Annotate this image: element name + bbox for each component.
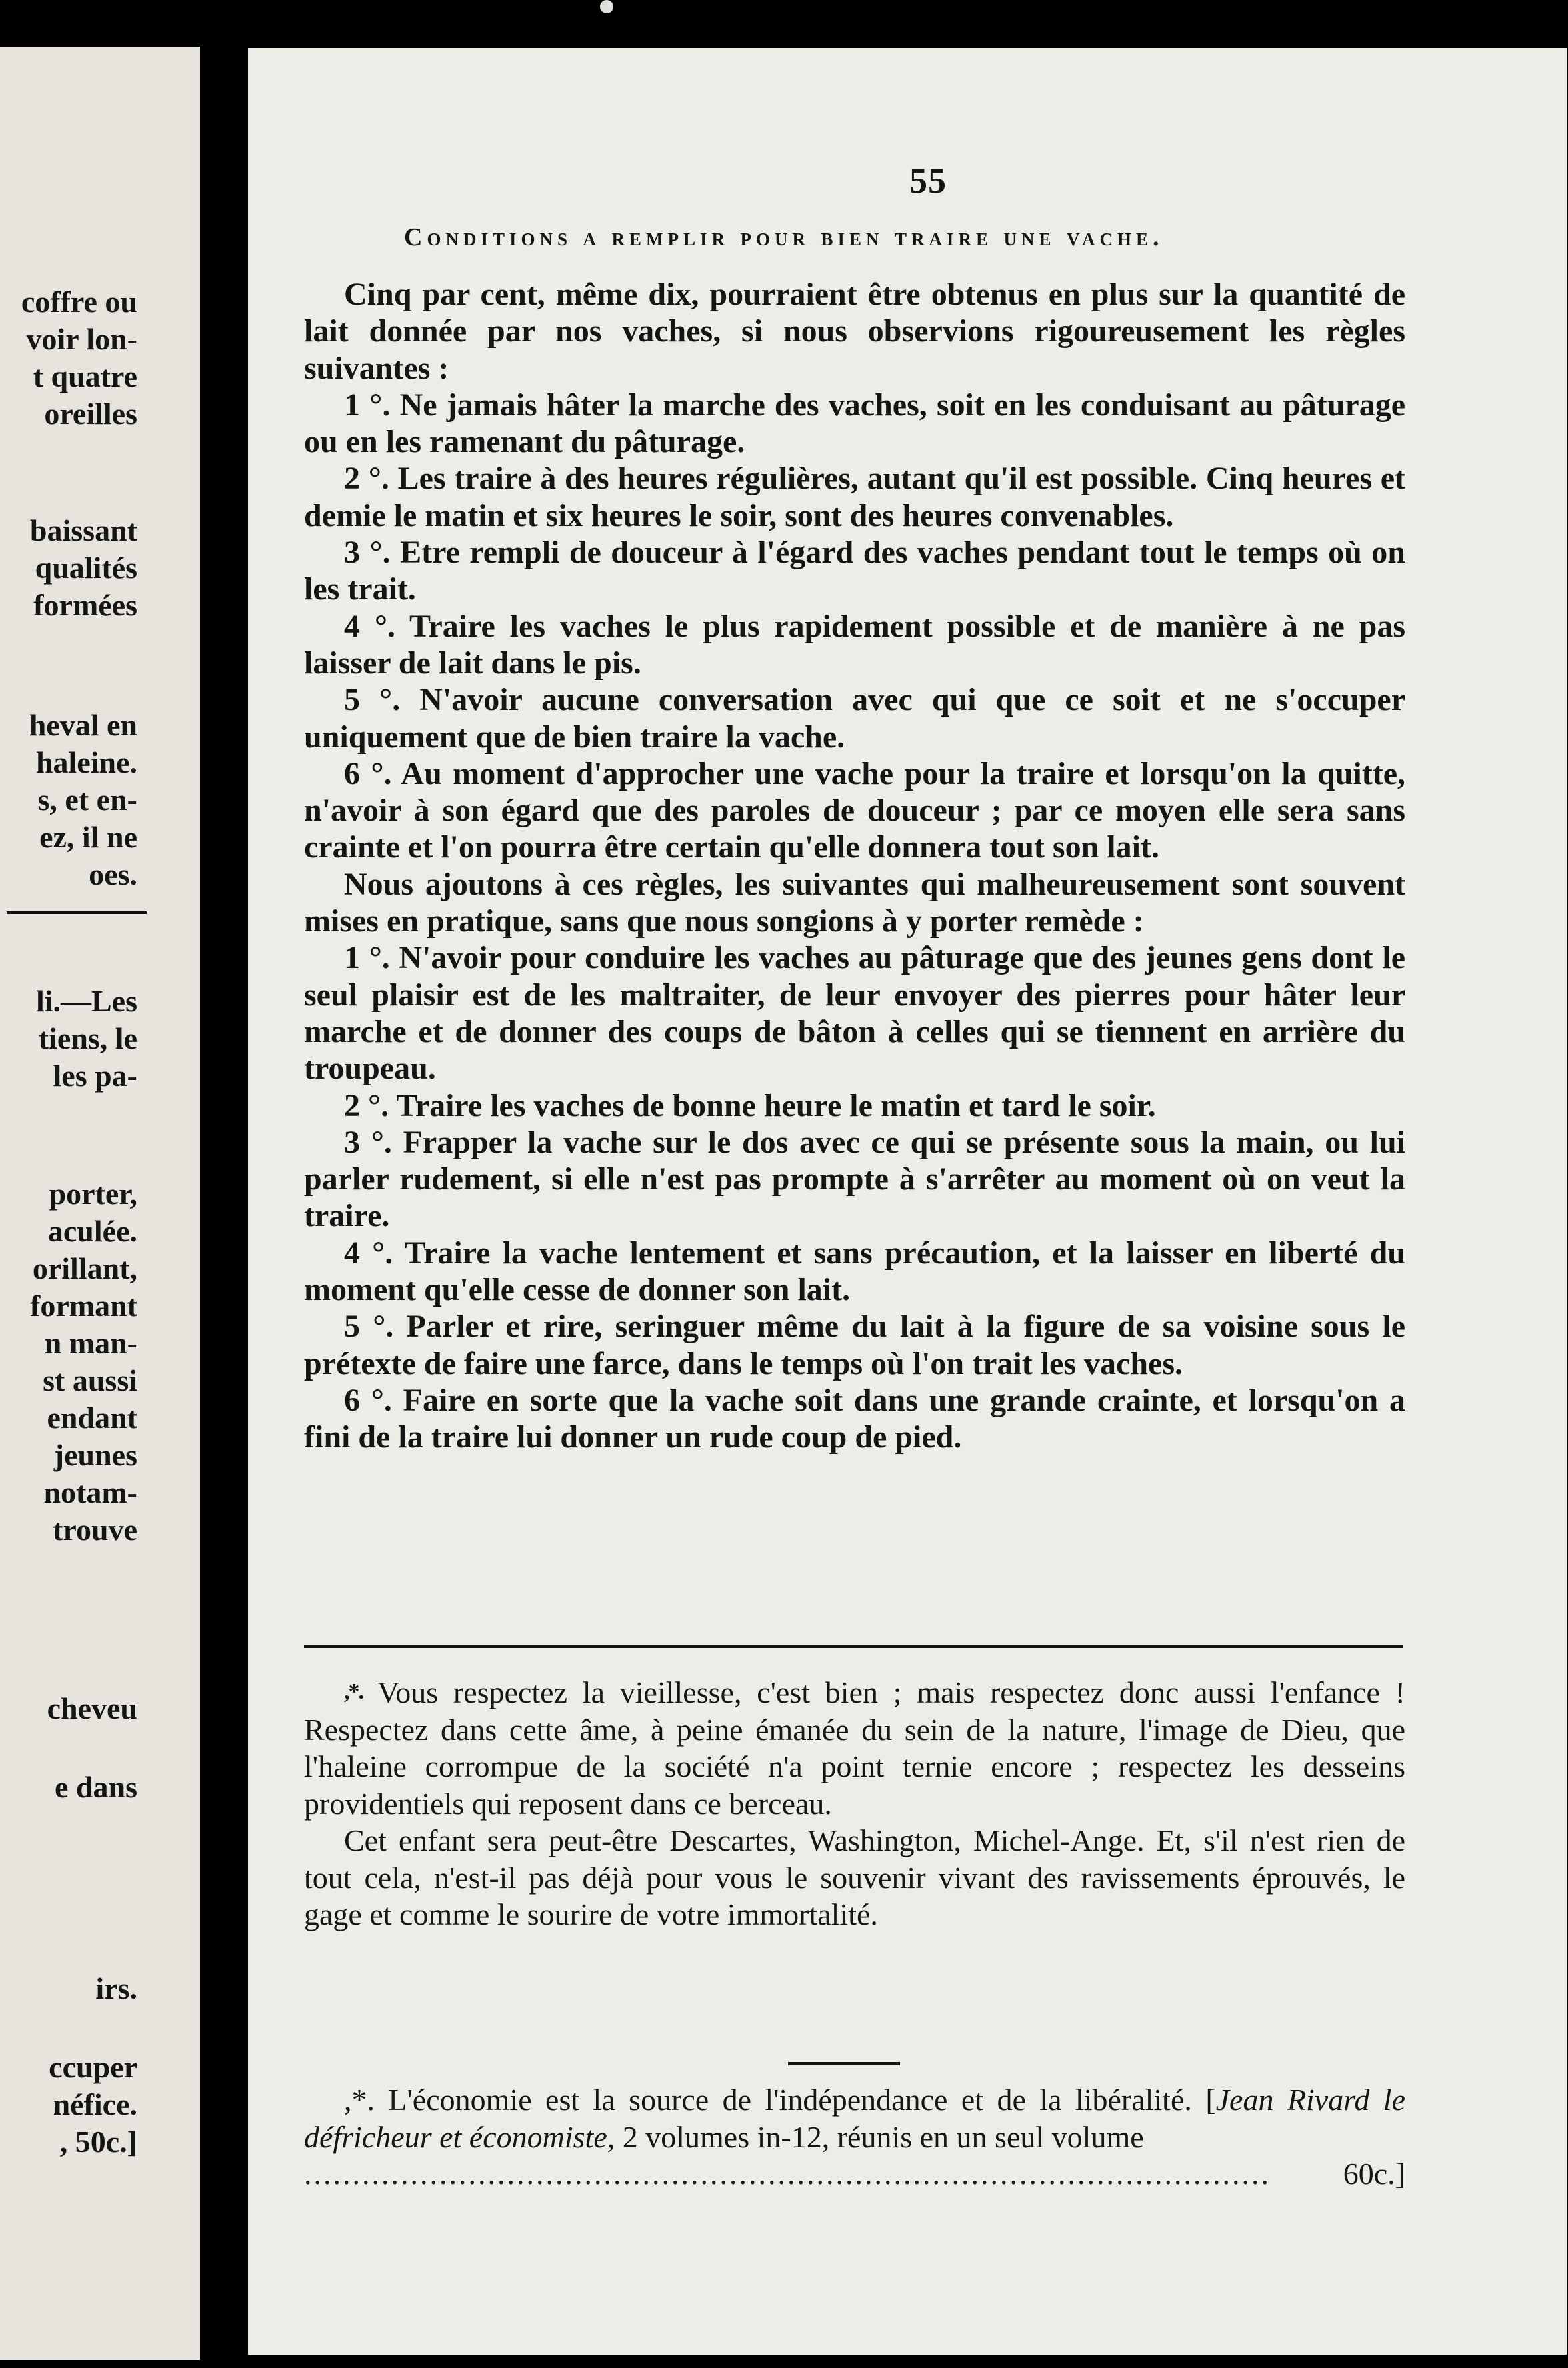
left-page-line: endant (47, 1401, 137, 1435)
note-paragraph: Cet enfant sera peut-être Descartes, Washington, Michel-Ange. Et, s'il n'est rien de tout cela, n'est-il pas déjà pour vous le souvenir vivant des ravissements éprouvés, le gage et comme le sourire de votre immortalité. (304, 1823, 1405, 1931)
left-page-line: aculée. (47, 1214, 137, 1248)
note-text: Vous respectez la vieillesse, c'est bien ; mais respectez donc aussi l'enfance ! Respectez dans cette âme, à peine émanée du sein de la nature, l'image de Dieu, que l'haleine corrompue de la société n'a point ternie encore ; respectez les desseins providentiels qui reposent dans ce berceau. (304, 1675, 1405, 1821)
rule-item: 6 °. Au moment d'approcher une vache pour la traire et lorsqu'on la quitte, n'avoir à son égard que des paroles de douceur ; par ce moyen elle sera sans crainte et l'on pourra être certain qu'elle donnera tout son lait. (304, 755, 1405, 865)
left-page-line: ez, il ne (39, 820, 137, 854)
note-block (304, 1673, 1405, 1933)
left-page-line: baissant (29, 513, 137, 547)
left-page-line: cheveu (47, 1691, 137, 1725)
left-page-line: formant (30, 1289, 137, 1323)
left-page-line: , 50c.] (59, 2125, 137, 2159)
left-facing-page (0, 47, 200, 2360)
bad-practice-item: 1 °. N'avoir pour conduire les vaches au pâturage que des jeunes gens dont le seul plaisir est de les maltraiter, de leur envoyer des pierres pour hâter leur marche et de donner des coups de bâton à celles qui se tiennent en arrière du troupeau. (304, 940, 1405, 1087)
section-divider (304, 1645, 1403, 1648)
left-page-line: formées (33, 588, 137, 622)
paper-speck (600, 0, 613, 13)
rule-item: 4 °. Traire les vaches le plus rapidement possible et de manière à ne pas laisser de lait dans le pis. (304, 608, 1405, 681)
section-heading: Conditions a remplir pour bien traire une vache. (404, 223, 1164, 251)
rule-item: 1 °. Ne jamais hâter la marche des vaches, soit en les conduisant au pâturage ou en les ramenant du pâturage. (304, 387, 1405, 460)
intro-paragraph: Cinq par cent, même dix, pourraient être obtenus en plus sur la quantité de lait donnée par nos vaches, si nous observions rigoureusement les règles suivantes : (304, 277, 1405, 386)
bad-practice-item: 3 °. Frapper la vache sur le dos avec ce qui se présente sous la main, ou lui parler rudement, si elle n'est pas prompte à s'arrêter au moment où on veut la traire. (304, 1124, 1405, 1234)
left-page-line: e dans (55, 1770, 137, 1804)
asterism-icon: ,*. (344, 1679, 363, 1704)
rule-item: 3 °. Etre rempli de douceur à l'égard des vaches pendant tout le temps où on les trait. (304, 535, 1405, 607)
book-title: Jean Rivard le défricheur et économiste, (304, 2083, 1406, 2154)
left-page-line: st aussi (43, 1363, 137, 1397)
left-page-line: trouve (53, 1513, 137, 1547)
left-page-line: ccuper (49, 2050, 137, 2084)
left-page-line: voir lon- (26, 322, 137, 356)
left-page-line: néfice. (53, 2087, 137, 2121)
left-page-line: orillant, (32, 1251, 137, 1285)
left-page-line: tiens, le (38, 1021, 137, 1055)
left-page-line: li.—Les (35, 984, 137, 1018)
left-page-line: porter, (49, 1177, 137, 1211)
left-page-line: s, et en- (37, 783, 137, 817)
note-paragraph (304, 1673, 1405, 1822)
asterism-icon: ,*. (344, 2083, 375, 2117)
bad-practice-item: 2 °. Traire les vaches de bonne heure le matin et tard le soir. (344, 1087, 1156, 1123)
left-page-line: heval en (29, 708, 137, 742)
book-price: 60c.] (1343, 2157, 1405, 2191)
left-page-line: coffre ou (21, 285, 137, 319)
page-body (304, 276, 1405, 1456)
short-divider (788, 2062, 900, 2065)
left-page-line: t quatre (33, 359, 137, 393)
page-number: 55 (909, 161, 947, 201)
advert-block (304, 2081, 1405, 2193)
bad-practice-item: 5 °. Parler et rire, seringuer même du lait à la figure de sa voisine sous le prétexte de faire une farce, dans le temps où l'on trait les vaches. (304, 1309, 1405, 1381)
advert-text: L'économie est la source de l'indépendance et de la libéralité. (388, 2083, 1192, 2117)
dot-leader (304, 2155, 1343, 2193)
transition-paragraph: Nous ajoutons à ces règles, les suivantes qui malheureusement sont souvent mises en pratique, sans que nous songions à y porter remède : (304, 866, 1405, 939)
left-page-line: oreilles (44, 397, 137, 431)
left-page-rule (7, 911, 147, 914)
bad-practice-item: 4 °. Traire la vache lentement et sans précaution, et la laisser en liberté du moment qu'elle cesse de donner son lait. (304, 1235, 1405, 1308)
price-line (304, 2155, 1405, 2193)
left-page-line: oes. (89, 857, 137, 891)
book-page (248, 48, 1567, 2355)
book-details: 2 volumes in-12, réunis en un seul volume (622, 2119, 1144, 2154)
left-page-line: qualités (35, 551, 137, 585)
left-page-line: n man- (44, 1326, 137, 1360)
advert-bracket: [ (1205, 2083, 1216, 2117)
left-page-line: notam- (43, 1475, 137, 1509)
left-page-line: les pa- (53, 1059, 137, 1093)
bad-practice-item: 6 °. Faire en sorte que la vache soit dans une grande crainte, et lorsqu'on a fini de la traire lui donner un rude coup de pied. (304, 1382, 1405, 1455)
left-page-line: haleine. (35, 745, 137, 779)
left-page-line: jeunes (53, 1438, 137, 1472)
rule-item: 2 °. Les traire à des heures régulières, autant qu'il est possible. Cinq heures et demie le matin et six heures le soir, sont des heures convenables. (304, 461, 1405, 533)
rule-item: 5 °. N'avoir aucune conversation avec qui que ce soit et ne s'occuper uniquement que de bien traire la vache. (304, 682, 1405, 755)
left-page-line: irs. (95, 1971, 137, 2005)
advert-paragraph (304, 2081, 1405, 2155)
